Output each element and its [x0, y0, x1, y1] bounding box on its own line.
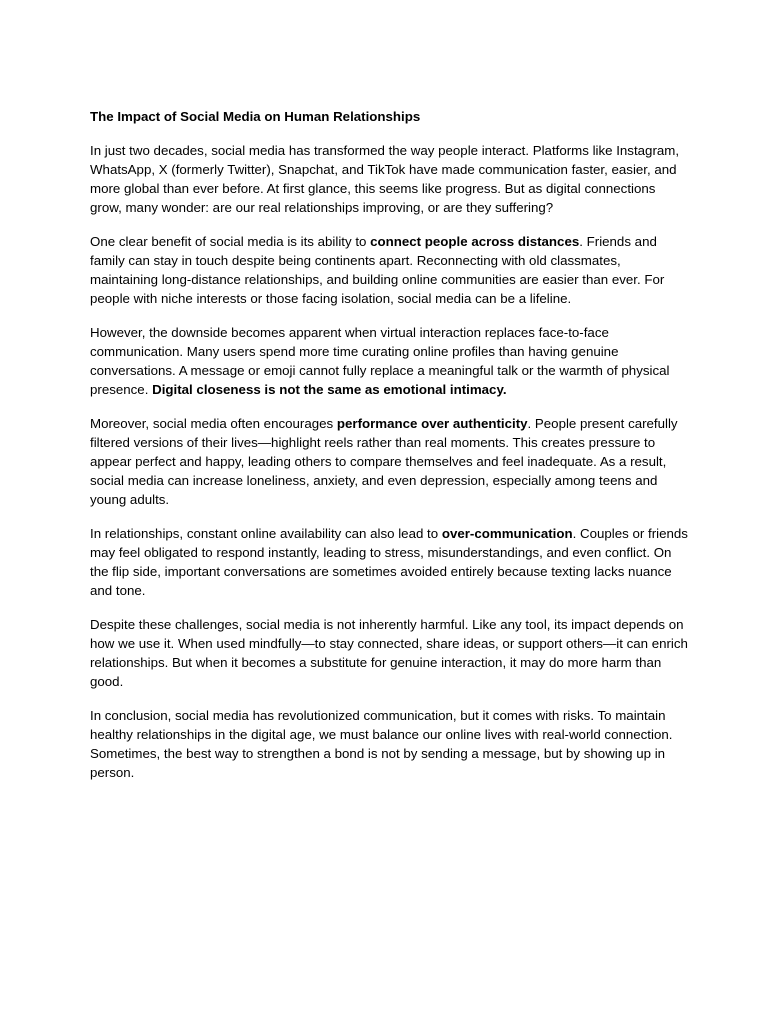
bold-text-run: performance over authenticity — [336, 416, 528, 431]
text-run: In just two decades, social media has transformed the way people interact. Platforms like Instagram, WhatsApp, X (formerly Twitter), Snapchat, and TikTok have made communication faster, easier, and more global than ever before. At first glance, this seems like progress. But as digital connections grow, many wonder: are our real relationships improving, or are they suffering? — [90, 143, 680, 215]
body-paragraph — [90, 141, 690, 217]
text-run: In relationships, constant online availability can also lead to — [90, 526, 442, 541]
document-title: The Impact of Social Media on Human Relationships — [90, 109, 421, 124]
body-paragraph — [90, 323, 690, 399]
body-paragraph — [90, 706, 690, 782]
body-paragraph — [90, 524, 690, 600]
document-body — [90, 141, 690, 782]
bold-text-run: connect people across distances — [370, 234, 580, 249]
bold-text-run: Digital closeness is not the same as emotional intimacy. — [152, 382, 507, 397]
text-run: However, the downside becomes apparent when virtual interaction replaces face-to-face communication. Many users spend more time curating online profiles than having genuine conversations. A message or emoji cannot fully replace a meaningful talk or the warmth of physical presence. — [90, 325, 670, 397]
document-page — [90, 107, 690, 797]
text-run: . Friends and family can stay in touch despite being continents apart. Reconnecting with old classmates, maintaining long-distance relationships, and building online communities are easier than ever. For people with niche interests or those facing isolation, social media can be a lifeline. — [90, 234, 665, 306]
body-paragraph — [90, 615, 690, 691]
body-paragraph — [90, 414, 690, 509]
bold-text-run: over-communication — [441, 526, 573, 541]
text-run: Moreover, social media often encourages — [90, 416, 337, 431]
text-run: In conclusion, social media has revolutionized communication, but it comes with risks. To maintain healthy relationships in the digital age, we must balance our online lives with real-world connection. Sometimes, the best way to strengthen a bond is not by sending a message, but by showing up in person. — [90, 708, 673, 780]
text-run: . Couples or friends may feel obligated to respond instantly, leading to stress, misunderstandings, and even conflict. On the flip side, important conversations are sometimes avoided entirely because texting lacks nuance and tone. — [90, 526, 688, 598]
body-paragraph — [90, 232, 690, 308]
text-run: Despite these challenges, social media is not inherently harmful. Like any tool, its impact depends on how we use it. When used mindfully—to stay connected, share ideas, or support others—it can enrich relationships. But when it becomes a substitute for genuine interaction, it may do more harm than good. — [90, 617, 688, 689]
text-run: One clear benefit of social media is its ability to — [90, 234, 371, 249]
text-run: . People present carefully filtered versions of their lives—highlight reels rather than real moments. This creates pressure to appear perfect and happy, leading others to compare themselves and feel inadequate. As a result, social media can increase loneliness, anxiety, and even depression, especially among teens and young adults. — [90, 416, 678, 507]
